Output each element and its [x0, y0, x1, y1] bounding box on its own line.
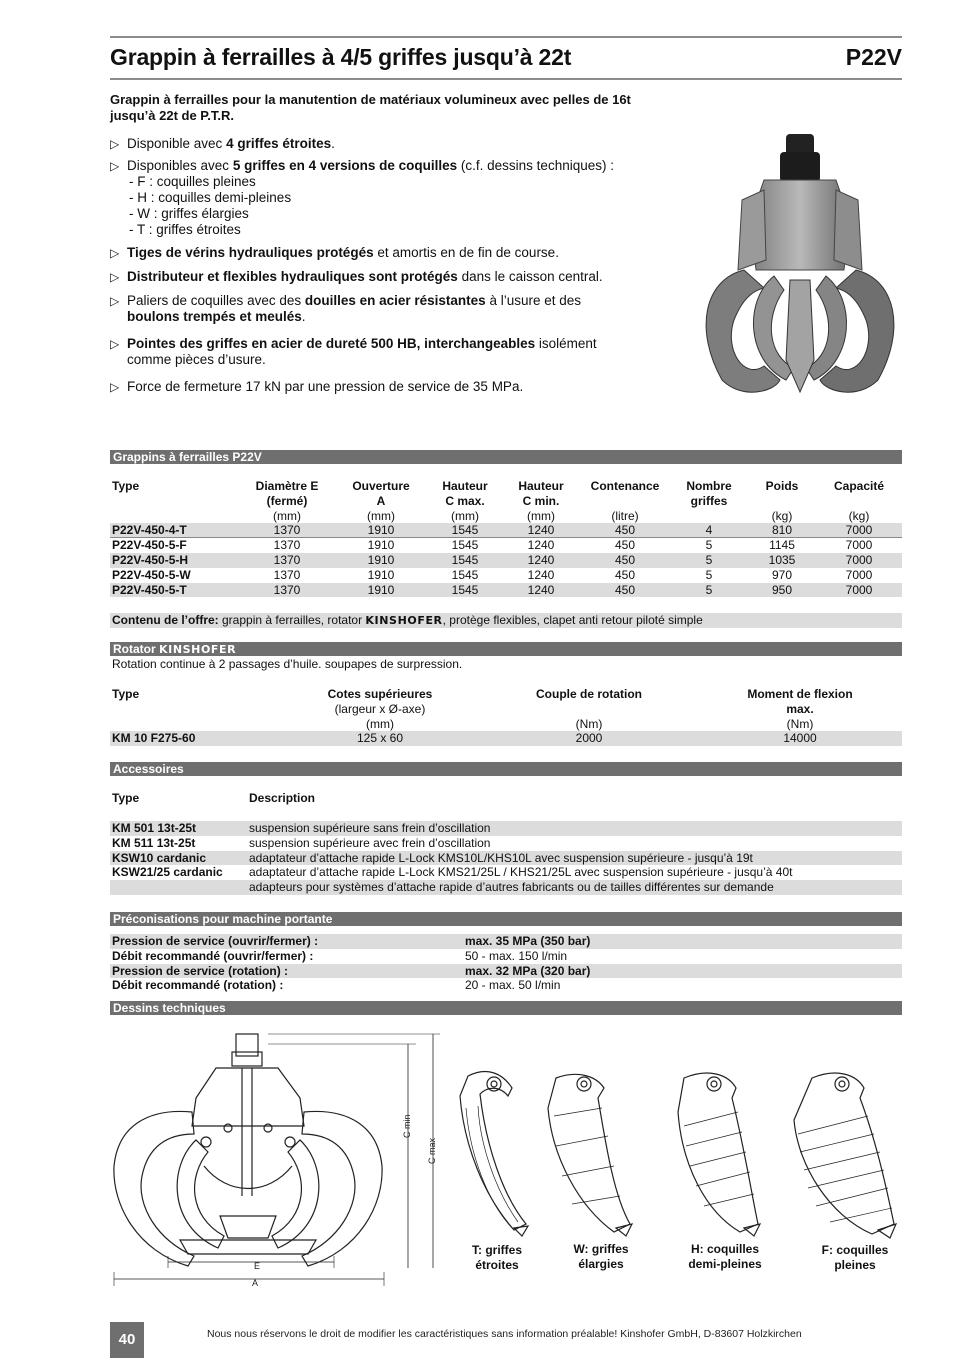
- table-cell: 1370: [273, 538, 301, 553]
- accessory-description: suspension supérieure avec frein d’oscillation: [249, 835, 491, 850]
- feature-item: ▷ Force de fermeture 17 kN par une pression de service de 35 MPa.: [110, 379, 524, 394]
- drawing-label-f: F: coquilles pleines: [821, 1243, 889, 1272]
- intro-line-2: jusqu’à 22t de P.T.R.: [110, 108, 235, 123]
- grapple-product-image: [694, 130, 906, 400]
- offer-label: Contenu de l’offre:: [112, 613, 219, 627]
- table-cell: 1240: [527, 552, 555, 567]
- offer-contents: Contenu de l’offre: grappin à ferrailles, rotator KINSHOFER, protège flexibles, clapet anti retour piloté simple: [110, 613, 902, 628]
- version-item: - T : griffes étroites: [129, 222, 241, 237]
- table-row: [110, 934, 902, 949]
- table-cell: 970: [771, 567, 793, 582]
- machine-table: [110, 934, 902, 993]
- table-cell: 1370: [273, 552, 301, 567]
- table-cell: 1545: [451, 582, 479, 597]
- table-cell: 1545: [451, 523, 479, 538]
- accessory-description: adapteurs pour systèmes d’attache rapide d’autres fabricants ou de tailles différentes sur demande: [249, 880, 774, 895]
- model-cell: P22V-450-5-F: [112, 538, 187, 553]
- intro-line-1: Grappin à ferrailles pour la manutention de matériaux volumineux avec pelles de 16t: [110, 92, 631, 107]
- table-cell: 1545: [451, 552, 479, 567]
- table-header-row: (fermé) A C max. C min. griffes: [266, 493, 728, 508]
- table-unit-row: (mm) (mm) (mm) (mm) (litre) (kg) (kg): [273, 508, 870, 523]
- drawing-label-h: H: coquilles demi-pleines: [688, 1242, 762, 1271]
- accessories-rows: [110, 821, 902, 895]
- dim-e-label: E: [254, 1261, 261, 1271]
- section-header-rotator: Rotator KINSHOFER: [110, 642, 902, 656]
- triangle-bullet-icon: ▷: [110, 294, 120, 308]
- table-row: [110, 978, 902, 993]
- table-cell: 4: [705, 523, 713, 538]
- section-header-drawings: Dessins techniques: [110, 1001, 902, 1015]
- claw-f-drawing: [794, 1073, 896, 1238]
- table-row: [110, 880, 902, 895]
- kinshofer-logo: KINSHOFER: [365, 614, 443, 627]
- table-cell: 5: [705, 552, 713, 567]
- table-row: [110, 851, 902, 866]
- table-cell: 1910: [367, 567, 395, 582]
- parameter-label: Pression de service (rotation) :: [112, 963, 289, 978]
- drawing-label-t: T: griffes étroites: [471, 1243, 523, 1272]
- table-cell: 1545: [451, 538, 479, 553]
- model-cell: P22V-450-5-W: [112, 567, 191, 582]
- table-cell: 1370: [273, 582, 301, 597]
- parameter-value: 50 - max. 150 l/min: [465, 948, 568, 963]
- accessory-description: adaptateur d’attache rapide L-Lock KMS10L/KHS10L avec suspension supérieure - jusqu’à 19t: [249, 850, 753, 865]
- table-row: [110, 865, 902, 880]
- table-row: [110, 964, 902, 979]
- parameter-value: max. 32 MPa (320 bar): [465, 963, 591, 978]
- table-cell: 1910: [367, 538, 395, 553]
- table-header-row: Type Cotes supérieures Couple de rotation Moment de flexion: [112, 687, 853, 701]
- rotator-description: Rotation continue à 2 passages d’huile. soupapes de surpression.: [112, 657, 463, 671]
- feature-item: ▷ Tiges de vérins hydrauliques protégés et amortis en de fin de course.: [110, 245, 559, 260]
- table-cell: 450: [614, 582, 636, 597]
- parameter-value: 20 - max. 50 l/min: [465, 978, 561, 993]
- table-cell: 450: [614, 523, 636, 538]
- triangle-bullet-icon: ▷: [110, 246, 120, 260]
- version-item: - F : coquilles pleines: [129, 174, 256, 189]
- table-cell: 1035: [768, 552, 796, 567]
- table-cell: 1370: [273, 567, 301, 582]
- feature-list: [110, 136, 670, 402]
- accessory-type: KM 501 13t-25t: [112, 821, 197, 835]
- triangle-bullet-icon: ▷: [110, 270, 120, 284]
- table-row: [110, 836, 902, 851]
- accessory-description: adaptateur d’attache rapide L-Lock KMS21/25L / KHS21/25L avec suspension supérieure - jusqu’à 40t: [249, 865, 793, 880]
- triangle-bullet-icon: ▷: [110, 380, 120, 394]
- table-cell: 5: [705, 538, 713, 553]
- model-cell: P22V-450-5-T: [112, 582, 187, 597]
- section-header-accessories: Accessoires: [110, 762, 902, 776]
- claw-h-drawing: [678, 1073, 760, 1236]
- table-row: [110, 538, 902, 553]
- table-cell: 7000: [845, 582, 873, 597]
- accessory-type: KSW10 cardanic: [112, 850, 207, 865]
- grapple-table: [110, 479, 902, 597]
- feature-item: ▷ Paliers de coquilles avec des douilles en acier résistantes à l’usure et des boulons trempés et meulés.: [110, 293, 582, 324]
- feature-item: ▷ Disponible avec 4 griffes étroites.: [110, 136, 335, 151]
- drawing-label-w: W: griffes élargies: [573, 1242, 629, 1271]
- table-cell: 1910: [367, 552, 395, 567]
- table-cell: 1910: [367, 582, 395, 597]
- table-cell: 5: [705, 567, 713, 582]
- footer-note: Nous nous réservons le droit de modifier les caractéristiques sans information préalable! Kinshofer GmbH, D-83607 Holzkirchen: [207, 1328, 802, 1340]
- model-cell: P22V-450-4-T: [112, 523, 187, 538]
- accessory-description: suspension supérieure sans frein d’oscillation: [249, 821, 491, 835]
- table-cell: 1240: [527, 582, 555, 597]
- table-row: [110, 821, 902, 836]
- version-item: - W : griffes élargies: [129, 206, 249, 221]
- kinshofer-logo: KINSHOFER: [159, 643, 237, 656]
- section-header-machine: Préconisations pour machine portante: [110, 912, 902, 926]
- intro-text: [110, 92, 710, 124]
- feature-item: ▷ Disponibles avec 5 griffes en 4 versions de coquilles (c.f. dessins techniques) : - F : coquilles pleines - H : coquilles demi-pleines - W : griffes élargies - T : griffes étroites: [110, 158, 670, 238]
- table-header-row: Type Diamètre E Ouverture Hauteur Hauteur Contenance Nombre Poids Capacité: [112, 479, 885, 493]
- col-header-type: Type: [112, 479, 140, 493]
- table-cell: 1240: [527, 538, 555, 553]
- dim-c-max-label: C max: [427, 1137, 437, 1164]
- table-cell: 1545: [451, 567, 479, 582]
- parameter-value: max. 35 MPa (350 bar): [465, 934, 591, 948]
- page-title: Grappin à ferrailles à 4/5 griffes jusqu’à 22t: [110, 44, 572, 70]
- table-cell: 1370: [273, 523, 301, 538]
- model-cell: P22V-450-5-H: [112, 552, 189, 567]
- accessories-table: [110, 791, 902, 806]
- table-cell: 450: [614, 538, 636, 553]
- triangle-bullet-icon: ▷: [110, 159, 120, 173]
- table-cell: 7000: [845, 523, 873, 538]
- header-rule-bottom: [110, 78, 902, 80]
- table-row: [110, 949, 902, 964]
- table-row: [110, 523, 902, 538]
- claw-w-drawing: [548, 1074, 632, 1236]
- table-cell: 450: [614, 552, 636, 567]
- feature-item: ▷ Distributeur et flexibles hydrauliques sont protégés dans le caisson central.: [110, 269, 603, 284]
- table-unit-row: (mm) (Nm) (Nm): [366, 716, 814, 731]
- parameter-label: Débit recommandé (rotation) :: [112, 978, 284, 993]
- feature-item: ▷ Pointes des griffes en acier de dureté 500 HB, interchangeables isolément comme pièces d’usure.: [110, 336, 597, 367]
- table-cell: 1240: [527, 567, 555, 582]
- rotator-table: [110, 687, 902, 746]
- table-cell: 7000: [845, 567, 873, 582]
- dim-c-min-label: C min: [402, 1114, 412, 1138]
- version-item: - H : coquilles demi-pleines: [129, 190, 292, 205]
- model-code: P22V: [845, 44, 902, 70]
- table-header-row: Type Description: [112, 791, 316, 805]
- table-cell: 1240: [527, 523, 555, 538]
- accessory-type: KSW21/25 cardanic: [112, 865, 223, 880]
- parameter-label: Débit recommandé (ouvrir/fermer) :: [112, 948, 314, 963]
- table-cell: 950: [771, 582, 793, 597]
- table-row: [110, 568, 902, 583]
- grapple-front-drawing: [114, 1034, 440, 1286]
- page-number: 40: [110, 1322, 144, 1358]
- header-rule-top: [110, 36, 902, 38]
- accessory-type: KM 511 13t-25t: [112, 835, 196, 850]
- triangle-bullet-icon: ▷: [110, 137, 120, 151]
- table-cell: 450: [614, 567, 636, 582]
- table-row: [110, 553, 902, 568]
- dim-a-label: A: [252, 1278, 259, 1288]
- table-cell: 810: [771, 523, 793, 538]
- claw-t-drawing: [460, 1072, 528, 1236]
- parameter-label: Pression de service (ouvrir/fermer) :: [112, 934, 319, 948]
- triangle-bullet-icon: ▷: [110, 337, 120, 351]
- table-row: [110, 583, 902, 598]
- table-cell: 7000: [845, 552, 873, 567]
- section-header-grapples: Grappins à ferrailles P22V: [110, 450, 902, 464]
- table-cell: 1910: [367, 523, 395, 538]
- table-cell: 7000: [845, 538, 873, 553]
- table-cell: 5: [705, 582, 713, 597]
- table-header-row: (largeur x Ø-axe) max.: [334, 701, 814, 716]
- table-cell: 1145: [769, 538, 795, 553]
- table-row: KM 10 F275-60 125 x 60 2000 14000: [110, 731, 902, 746]
